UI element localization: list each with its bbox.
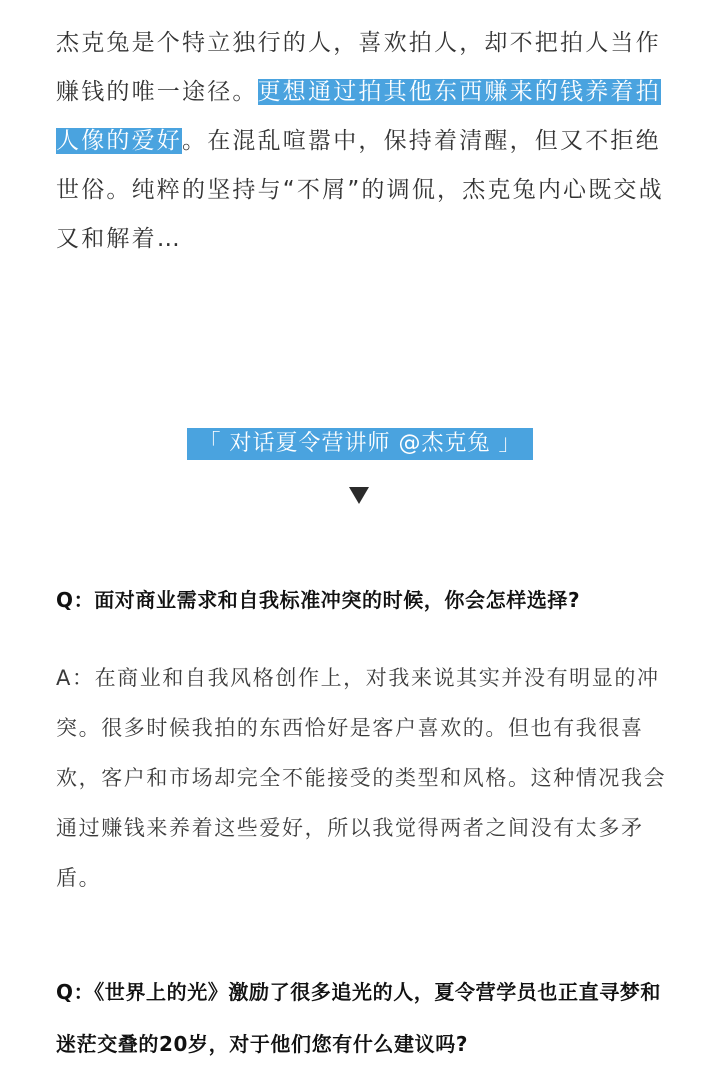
- intro-highlight: 更想通过拍其他东西赚来的钱养着拍人像的爱好: [56, 79, 661, 154]
- question-1: Q：面对商业需求和自我标准冲突的时候，你会怎样选择?: [56, 588, 581, 612]
- down-arrow-icon: [349, 487, 369, 504]
- answer-1: A：在商业和自我风格创作上，对我来说其实并没有明显的冲突。很多时候我拍的东西恰好是客户喜欢的。但也有我很喜欢，客户和市场却完全不能接受的类型和风格。这种情况我会通过赚钱来养着这些爱好，所以我觉得两者之间没有太多矛盾。: [56, 666, 667, 890]
- intro-text-start: 杰克兔是个特立独行的人，喜欢拍人，却不把拍人当作赚钱的唯一途径。: [56, 30, 661, 105]
- section-title-label: 「 对话夏令营讲师 @杰克兔 」: [187, 428, 534, 460]
- question-2: Q：《世界上的光》激励了很多追光的人，夏令营学员也正直寻梦和迷茫交叠的20岁，对于他们您有什么建议吗?: [56, 980, 662, 1056]
- intro-paragraph: [56, 19, 668, 264]
- intro-text-end: 。在混乱喧嚣中，保持着清醒，但又不拒绝世俗。纯粹的坚持与“不屑”的调侃，杰克兔内心既交战又和解着…: [56, 128, 664, 252]
- section-title: [0, 428, 720, 460]
